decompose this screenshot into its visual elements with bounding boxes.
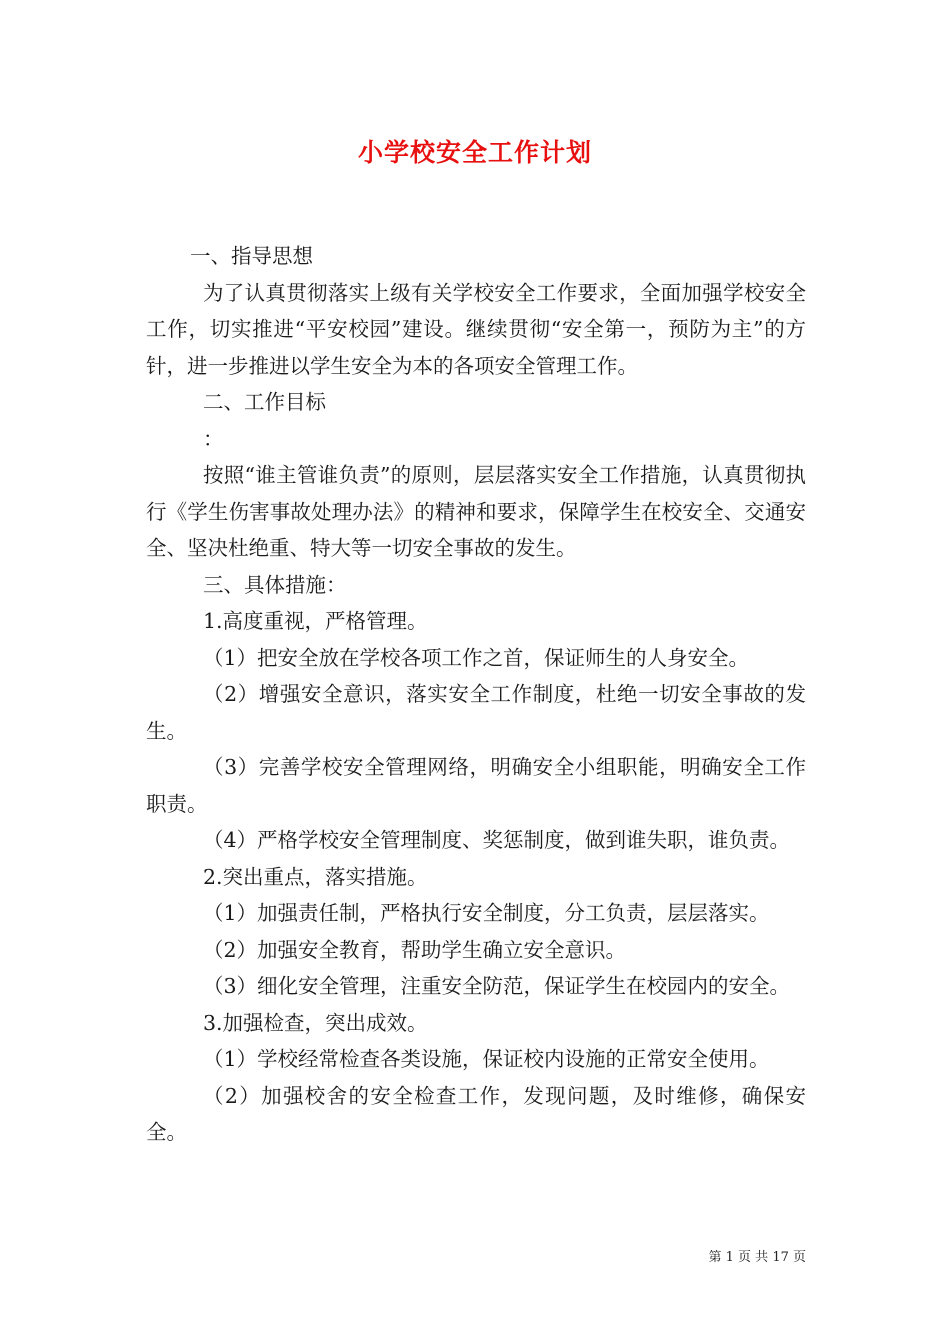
list-item: （1）学校经常检查各类设施，保证校内设施的正常安全使用。: [203, 1047, 770, 1071]
paragraph-work-goals: 按照“谁主管谁负责”的原则，层层落实安全工作措施，认真贯彻执行《学生伤害事故处理办法》的精神和要求，保障学生在校安全、交通安全、坚决杜绝重、特大等一切安全事故的发生。: [146, 463, 806, 560]
section-heading-guiding-ideology: 一、指导思想: [190, 244, 313, 268]
section-heading-specific-measures: 三、具体措施：: [203, 572, 347, 597]
subheading-2: 2.突出重点，落实措施。: [203, 864, 428, 889]
list-item: （2）加强校舍的安全检查工作，发现问题，及时维修，确保安全。: [146, 1083, 806, 1144]
paragraph-guiding-ideology: 为了认真贯彻落实上级有关学校安全工作要求，全面加强学校安全工作，切实推进“平安校园”建设。继续贯彻“安全第一，预防为主”的方针，进一步推进以学生安全为本的各项安全管理工作。: [146, 280, 806, 378]
subheading-3: 3.加强检查，突出成效。: [203, 1010, 428, 1035]
page-number-footer: 第 1 页 共 17 页: [708, 1250, 806, 1265]
list-item: （2）加强安全教育，帮助学生确立安全意识。: [203, 937, 627, 962]
colon-line: ：: [203, 426, 224, 451]
list-item: （3）细化安全管理，注重安全防范，保证学生在校园内的安全。: [203, 974, 791, 998]
list-item: （1）把安全放在学校各项工作之首，保证师生的人身安全。: [203, 645, 750, 670]
list-item: （4）严格学校安全管理制度、奖惩制度，做到谁失职，谁负责。: [203, 828, 791, 852]
document-body: [146, 238, 806, 1151]
list-item: （2）增强安全意识，落实安全工作制度，杜绝一切安全事故的发生。: [146, 682, 806, 743]
section-heading-work-goals: 二、工作目标: [203, 390, 326, 414]
document-title: 小学校安全工作计划: [357, 138, 592, 167]
list-item: （1）加强责任制，严格执行安全制度，分工负责，层层落实。: [203, 901, 770, 925]
list-item: （3）完善学校安全管理网络，明确安全小组职能，明确安全工作职责。: [146, 755, 806, 816]
subheading-1: 1.高度重视，严格管理。: [203, 609, 428, 633]
